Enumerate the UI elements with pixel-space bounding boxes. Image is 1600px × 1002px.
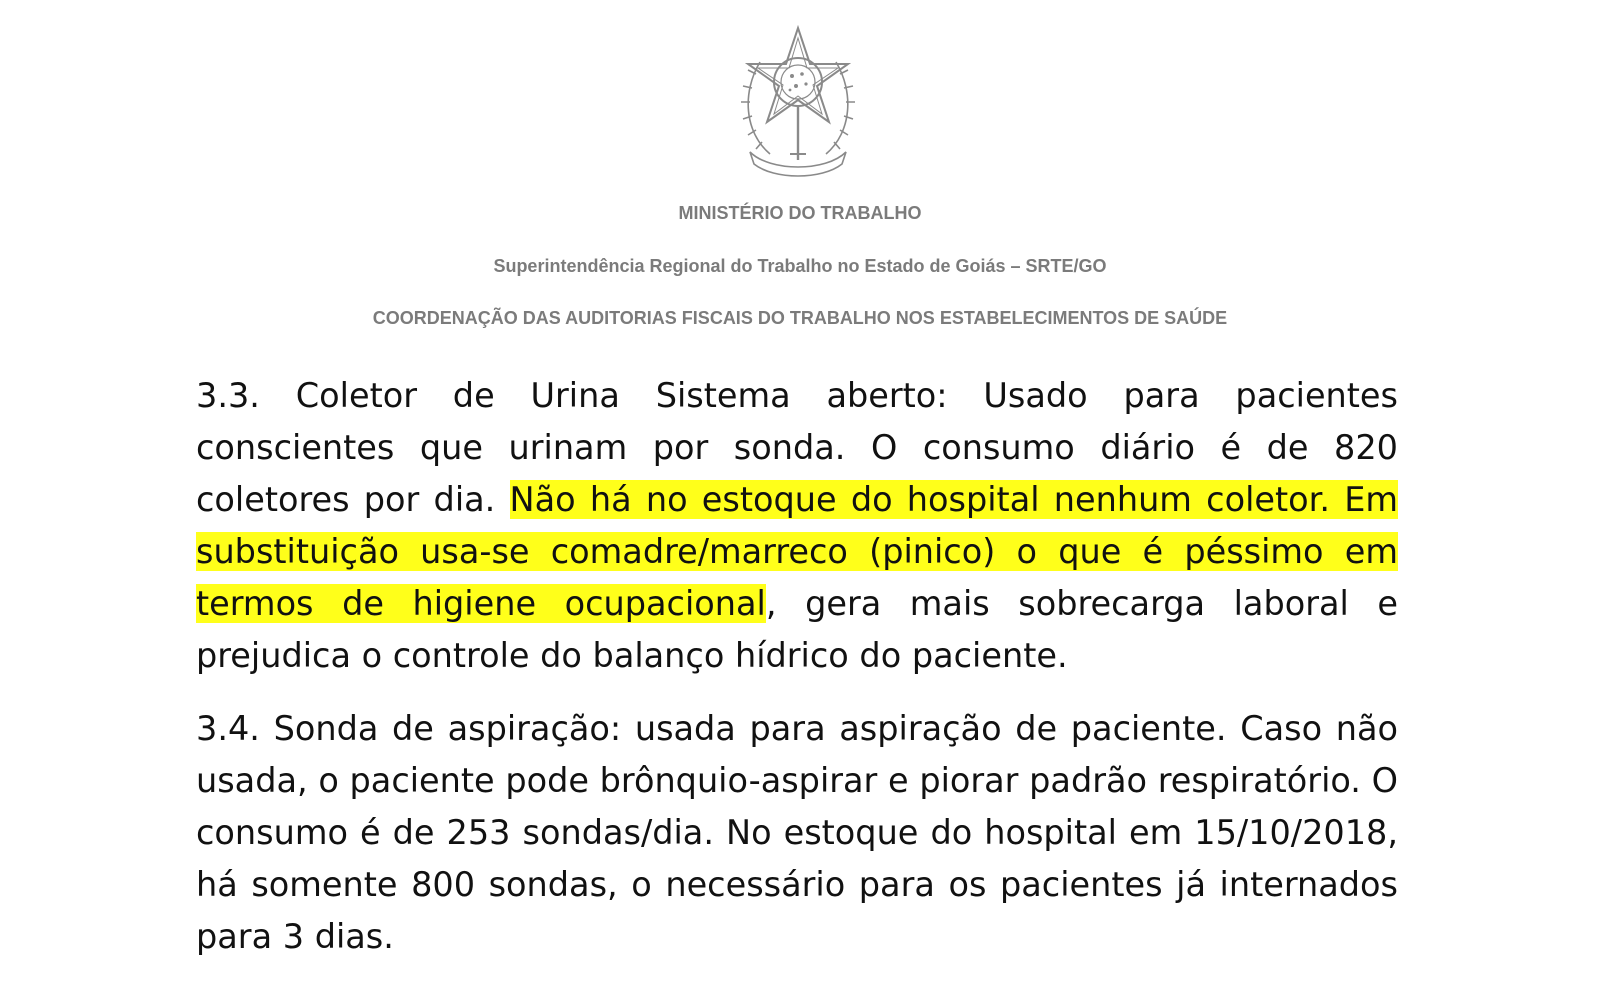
highlighted-text: Não há no estoque do hospital nenhum coletor. Em substituição usa-se comadre/marreco (pinico) o que é péssimo em termos de higiene ocupacional (196, 480, 1398, 623)
brazil-coat-of-arms-icon (730, 22, 866, 178)
paragraph-3-4: 3.4. Sonda de aspiração: usada para aspiração de paciente. Caso não usada, o paciente pode brônquio-aspirar e piorar padrão respiratório. O consumo é de 253 sondas/dia. No estoque do hospital em 15/10/2018, há somente 800 sondas, o necessário para os pacientes já internados para 3 dias. (196, 709, 1398, 956)
paragraph-3-3-text-after: , gera mais sobrecarga laboral e prejudica o controle do balanço hídrico do paciente. (196, 584, 1398, 675)
paragraph-3-3-text-before: 3.3. Coletor de Urina Sistema aberto: Usado para pacientes conscientes que urinam por sonda. O consumo diário é de 820 coletores por dia. (196, 376, 1398, 519)
paragraph-3-3 (196, 370, 1398, 682)
superintendence-title: Superintendência Regional do Trabalho no Estado de Goiás – SRTE/GO (493, 256, 1107, 276)
coordination-title: COORDENAÇÃO DAS AUDITORIAS FISCAIS DO TRABALHO NOS ESTABELECIMENTOS DE SAÚDE (372, 308, 1228, 328)
ministry-title: MINISTÉRIO DO TRABALHO (678, 203, 922, 223)
